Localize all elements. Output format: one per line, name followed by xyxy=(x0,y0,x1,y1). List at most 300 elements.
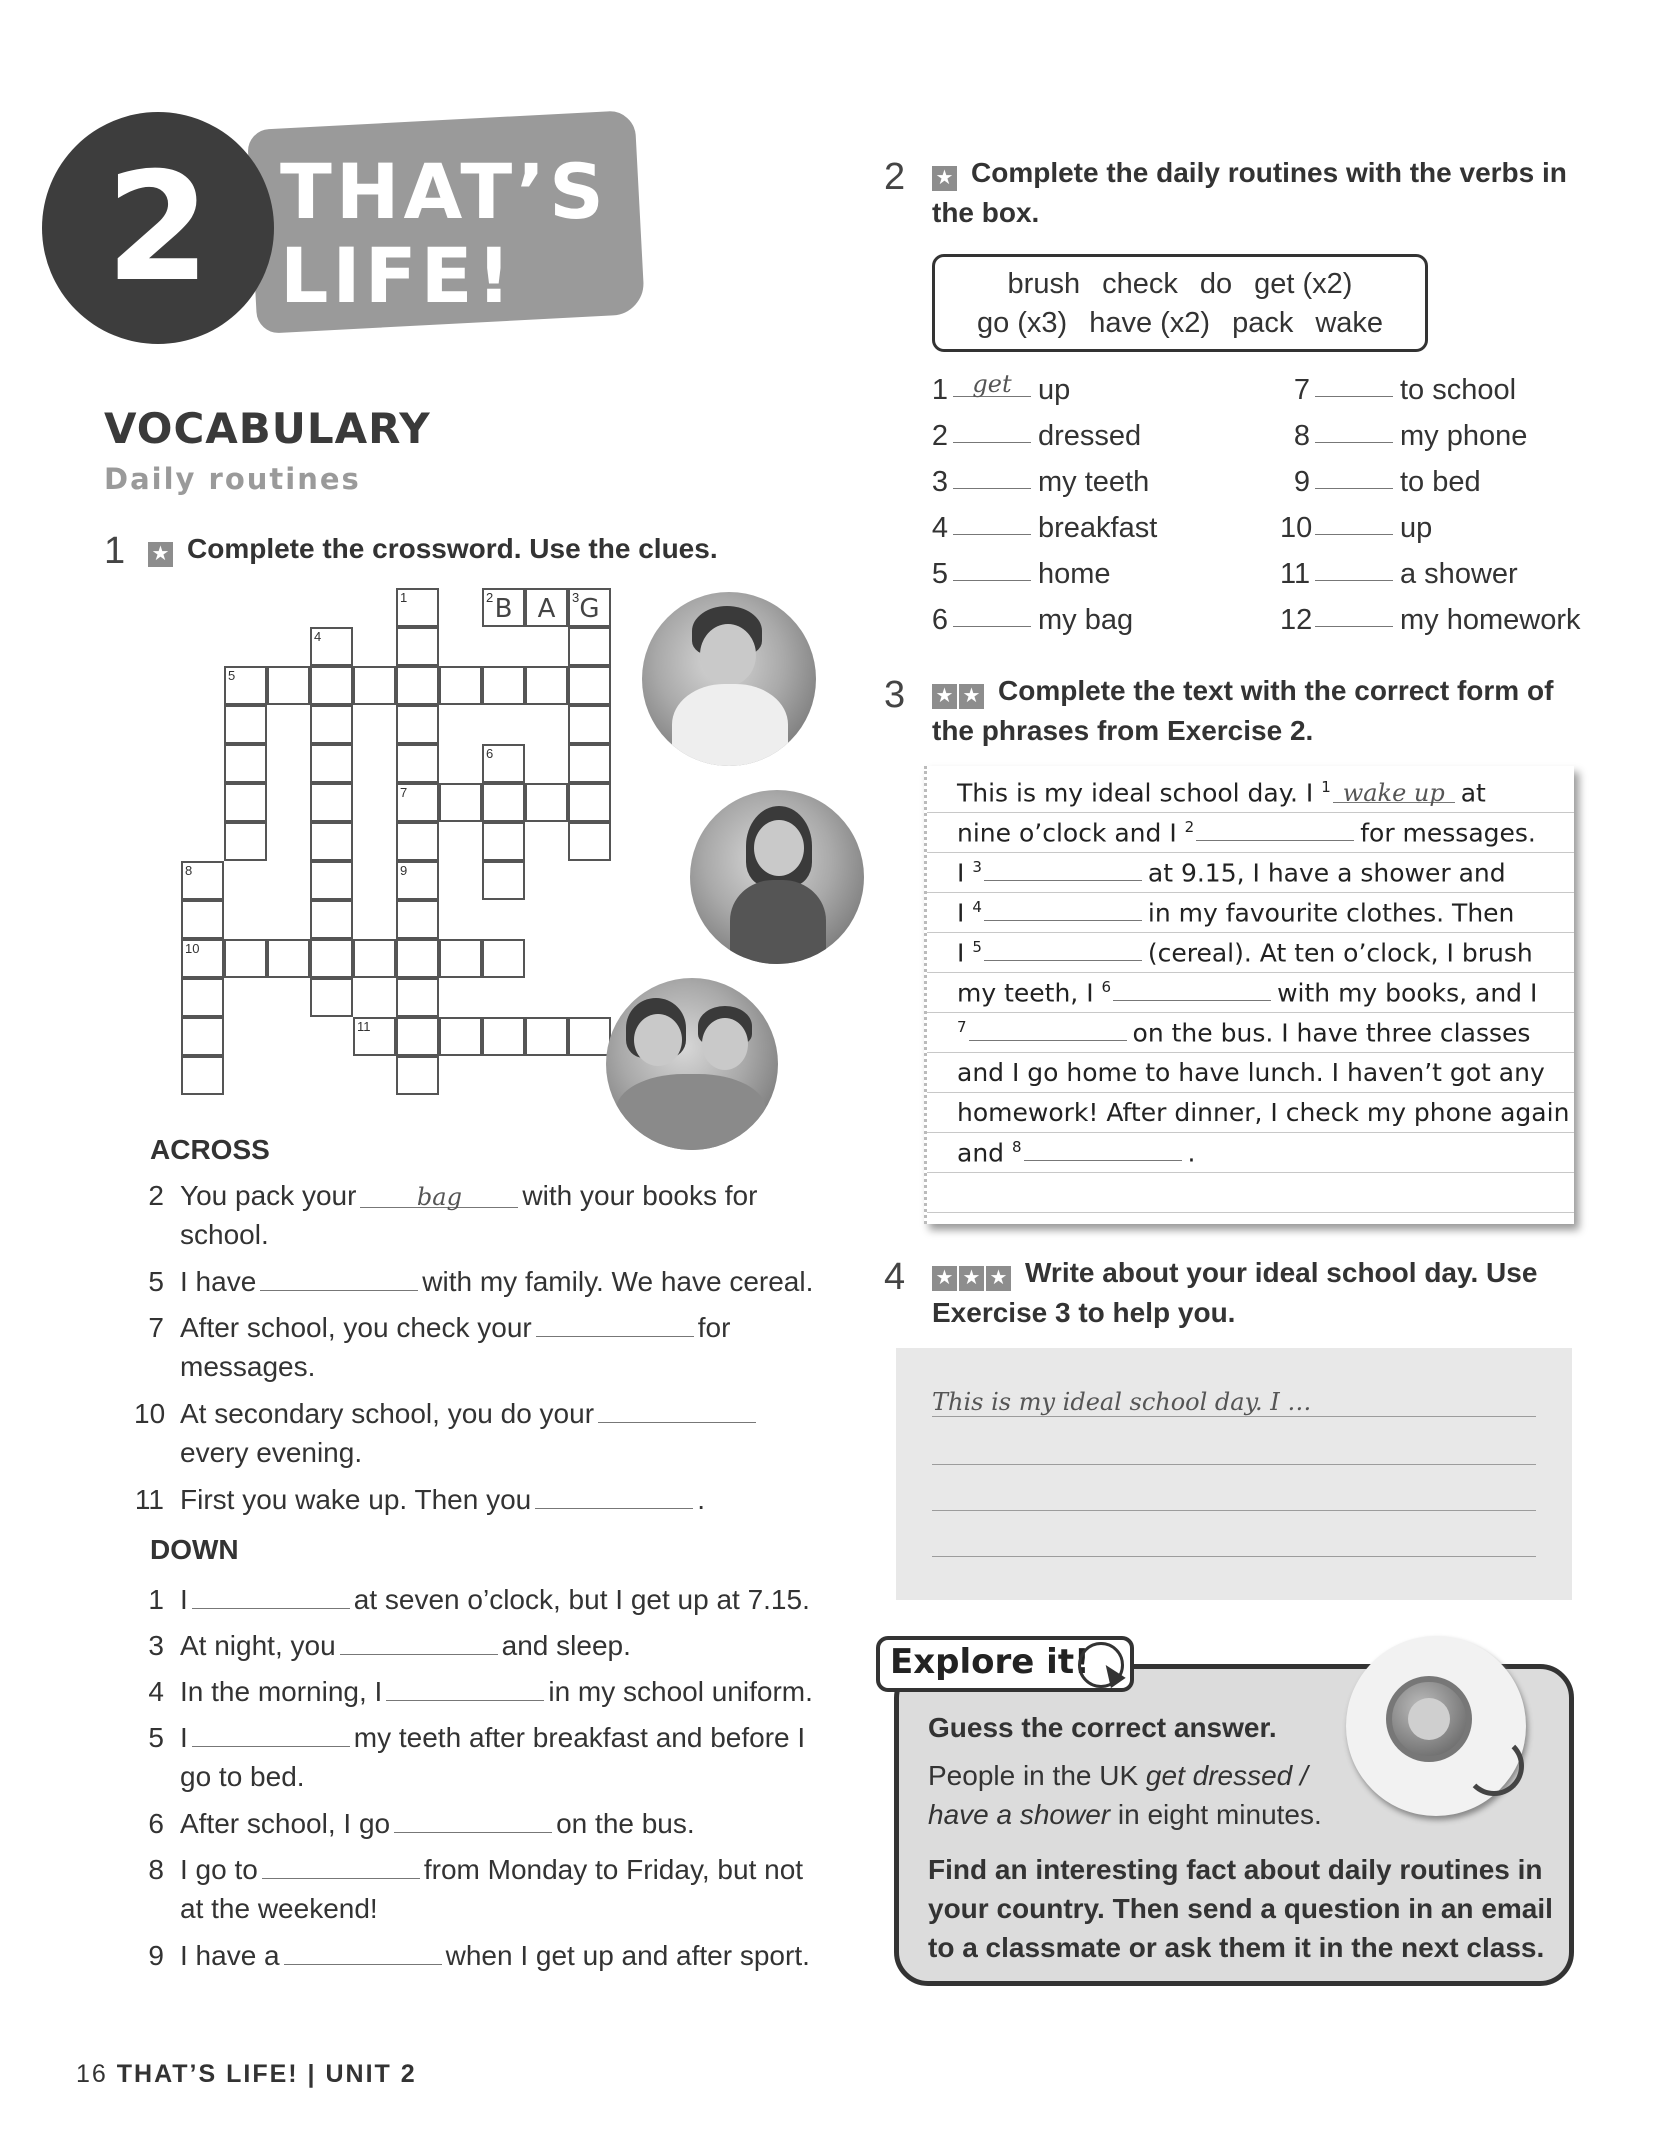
crossword-cell[interactable] xyxy=(525,666,568,705)
routine-number: 4 xyxy=(931,512,948,544)
crossword-cell[interactable] xyxy=(525,588,568,627)
explore-fact-option-1: get dressed / xyxy=(1145,1760,1308,1791)
explore-fact-line1 xyxy=(928,1756,1308,1795)
clue-text-before: First you wake up. Then you xyxy=(180,1484,532,1515)
unit-number: 2 xyxy=(105,141,211,315)
notebook-line xyxy=(957,778,1486,807)
explore-task-line3: to a classmate or ask them it in the next class. xyxy=(928,1932,1545,1963)
crossword-cell[interactable] xyxy=(181,1056,224,1095)
routine-number: 10 xyxy=(1280,512,1313,544)
crossword-cell-number: 10 xyxy=(185,941,200,956)
routine-number: 5 xyxy=(931,558,948,590)
clue-number: 3 xyxy=(148,1630,164,1661)
crossword-cell[interactable] xyxy=(181,900,224,939)
crossword-cell[interactable] xyxy=(482,783,525,822)
clue-text-before: At night, you xyxy=(180,1630,336,1661)
crossword-cell[interactable] xyxy=(224,705,267,744)
clue-number: 6 xyxy=(148,1808,164,1839)
answer-blank[interactable]: bag xyxy=(360,1186,518,1208)
crossword-cell[interactable] xyxy=(396,1056,439,1095)
notebook-line xyxy=(957,1098,1569,1127)
word-box-word: pack xyxy=(1232,307,1294,339)
explore-task-line1: Find an interesting fact about daily routines in xyxy=(928,1854,1543,1885)
crossword-cell[interactable] xyxy=(310,744,353,783)
crossword-cell[interactable] xyxy=(396,627,439,666)
notebook-line xyxy=(957,858,1506,887)
crossword-cell[interactable] xyxy=(482,822,525,861)
across-heading: ACROSS xyxy=(150,1134,270,1165)
explore-task xyxy=(928,1850,1553,1967)
exercise-2-number: 2 xyxy=(884,156,906,198)
answer-blank[interactable] xyxy=(1315,534,1393,535)
crossword-cell[interactable] xyxy=(439,783,482,822)
clue-number: 5 xyxy=(148,1266,164,1297)
clue-number: 2 xyxy=(148,1180,164,1211)
clue-text-after: in my school uniform. xyxy=(548,1676,813,1707)
crossword-cell[interactable] xyxy=(568,705,611,744)
crossword-cell[interactable] xyxy=(310,822,353,861)
clue-text-after: and sleep. xyxy=(501,1630,631,1661)
clue-text-after: on the bus. xyxy=(556,1808,695,1839)
crossword-cell[interactable] xyxy=(224,744,267,783)
exercise-3-instruction-line2: the phrases from Exercise 2. xyxy=(932,715,1314,746)
routine-number: 1 xyxy=(931,374,948,406)
routine-number: 11 xyxy=(1280,558,1311,590)
word-box xyxy=(932,254,1428,352)
crossword-cell-letter: G xyxy=(579,594,600,624)
routine-text: my homework xyxy=(1400,604,1581,636)
answer-blank[interactable] xyxy=(386,1679,544,1701)
word-box-word: brush xyxy=(1007,268,1081,300)
exercise-3-instruction xyxy=(932,672,1553,750)
clue-text-after: for xyxy=(697,1312,731,1343)
answer-blank[interactable] xyxy=(953,488,1031,489)
clue-text-before: You pack your xyxy=(180,1180,357,1211)
clue-number: 1 xyxy=(148,1584,164,1615)
notebook-line xyxy=(957,1018,1530,1047)
ruled-line xyxy=(927,1132,1574,1133)
clue-number: 5 xyxy=(148,1722,164,1753)
exercise-1-instruction-text: Complete the crossword. Use the clues. xyxy=(187,533,718,564)
ruled-line xyxy=(927,932,1574,933)
gap-number: 5 xyxy=(972,938,982,956)
notebook-text-after: . xyxy=(1187,1138,1196,1168)
ruled-line xyxy=(927,1012,1574,1013)
routine-number: 12 xyxy=(1280,604,1313,636)
crossword-cell[interactable] xyxy=(396,666,439,705)
down-heading: DOWN xyxy=(150,1534,239,1565)
gap-number: 1 xyxy=(1321,778,1331,796)
crossword-cell[interactable] xyxy=(482,744,525,783)
exercise-4-instruction-line2: Exercise 3 to help you. xyxy=(932,1297,1236,1328)
notebook-line xyxy=(957,1138,1195,1167)
crossword-cell[interactable] xyxy=(439,666,482,705)
crossword-cell-number: 11 xyxy=(357,1019,371,1034)
routine-number: 6 xyxy=(931,604,948,636)
notebook-text-before: nine o’clock and I xyxy=(957,818,1185,848)
crossword-cell[interactable] xyxy=(396,822,439,861)
clue-text xyxy=(180,1580,810,1619)
exercise-3-number: 3 xyxy=(884,674,906,716)
ruled-line xyxy=(927,1212,1574,1213)
crossword-cell[interactable] xyxy=(181,939,224,978)
clue-number: 11 xyxy=(134,1484,164,1515)
gap-number: 2 xyxy=(1184,818,1195,836)
crossword-cell-letter: A xyxy=(537,594,556,624)
unit-title-line1: THAT’S xyxy=(280,147,608,236)
crossword-cell[interactable] xyxy=(181,861,224,900)
notebook-line xyxy=(957,938,1533,967)
clue-text xyxy=(180,1672,813,1711)
writing-line xyxy=(932,1556,1536,1557)
clue-number: 4 xyxy=(148,1676,164,1707)
crossword-cell[interactable] xyxy=(310,861,353,900)
crossword-cell[interactable] xyxy=(525,783,568,822)
notebook-text-before: This is my ideal school day. I xyxy=(957,778,1322,808)
crossword-cell[interactable] xyxy=(439,1017,482,1056)
star-icon: ★ xyxy=(986,1266,1011,1291)
explore-task-line2: your country. Then send a question in an email xyxy=(928,1893,1553,1924)
crossword-cell[interactable] xyxy=(396,1017,439,1056)
clue-text-before: I xyxy=(180,1722,188,1753)
clue-text xyxy=(180,1718,805,1757)
word-box-word: do xyxy=(1199,268,1233,300)
section-title: VOCABULARY xyxy=(104,404,431,453)
notebook-line xyxy=(957,978,1537,1007)
stopwatch-cord xyxy=(1464,1736,1524,1796)
clue-text-after: from Monday to Friday, but not xyxy=(423,1854,804,1885)
clue-text-before: At secondary school, you do your xyxy=(180,1398,595,1429)
routine-text: breakfast xyxy=(1038,512,1158,544)
crossword-cell[interactable] xyxy=(439,939,482,978)
routine-text: to bed xyxy=(1400,466,1481,498)
explore-fact-line2 xyxy=(928,1795,1322,1834)
routine-text: dressed xyxy=(1038,420,1142,452)
routine-number: 2 xyxy=(931,420,948,452)
crossword-cell[interactable] xyxy=(396,900,439,939)
clue-number: 8 xyxy=(148,1854,164,1885)
answer-blank[interactable] xyxy=(1315,488,1393,489)
clue-text-after: when I get up and after sport. xyxy=(445,1940,810,1971)
ruled-line xyxy=(927,852,1574,853)
notebook-text-after: in my favourite clothes. Then xyxy=(1147,898,1515,928)
ruled-line xyxy=(927,972,1574,973)
answer-blank[interactable] xyxy=(1196,821,1354,841)
routine-text: home xyxy=(1038,558,1111,590)
page-footer xyxy=(76,2060,417,2089)
writing-line xyxy=(932,1464,1536,1465)
crossword-cell[interactable] xyxy=(181,1017,224,1056)
routine-text: a shower xyxy=(1400,558,1518,590)
word-box-word: check xyxy=(1102,268,1178,300)
crossword-cell[interactable] xyxy=(353,666,396,705)
answer-blank[interactable] xyxy=(394,1811,552,1833)
crossword-cell[interactable] xyxy=(396,978,439,1017)
routine-text: to school xyxy=(1400,374,1517,406)
exercise-3-instruction-line1: Complete the text with the correct form of xyxy=(998,675,1554,706)
crossword-cell[interactable] xyxy=(396,588,439,627)
clue-text xyxy=(180,1480,705,1519)
routine-text: up xyxy=(1038,374,1071,406)
word-box-word: go (x3) xyxy=(976,307,1068,339)
crossword-cell[interactable] xyxy=(396,705,439,744)
clue-text-before: In the morning, I xyxy=(180,1676,383,1707)
crossword-cell-number: 2 xyxy=(486,590,494,605)
notebook-line xyxy=(957,818,1536,847)
writing-area[interactable] xyxy=(896,1348,1572,1600)
clue-text xyxy=(180,1394,760,1433)
notebook-line xyxy=(957,898,1514,927)
notebook-text-before: I xyxy=(957,938,973,968)
exercise-4-instruction-line1: Write about your ideal school day. Use xyxy=(1025,1257,1538,1288)
explore-it-title: Explore it! xyxy=(890,1642,1090,1682)
crossword-cell[interactable] xyxy=(396,783,439,822)
answer-blank[interactable] xyxy=(192,1587,350,1609)
explore-question: Guess the correct answer. xyxy=(928,1712,1277,1743)
unit-title-line2: LIFE! xyxy=(280,231,516,320)
routine-text: my phone xyxy=(1400,420,1528,452)
clue-text-line2: messages. xyxy=(180,1351,316,1382)
writing-line xyxy=(932,1510,1536,1511)
notebook-text-before: and xyxy=(957,1138,1012,1168)
explore-fact-text: People in the UK xyxy=(928,1760,1146,1791)
notebook-text-after: at xyxy=(1460,778,1486,808)
crossword-cell[interactable] xyxy=(396,861,439,900)
clue-text-line2: school. xyxy=(180,1219,269,1250)
crossword-cell[interactable] xyxy=(267,666,310,705)
crossword-cell[interactable] xyxy=(310,900,353,939)
star-icon: ★ xyxy=(959,1266,984,1291)
answer-blank[interactable] xyxy=(192,1725,350,1747)
notebook-text-before: and I go home to have lunch. I haven’t got any xyxy=(957,1058,1545,1087)
answer-blank[interactable] xyxy=(1024,1141,1182,1161)
handwritten-answer: get xyxy=(972,370,1012,398)
star-icon: ★ xyxy=(959,684,984,709)
crossword-cell[interactable] xyxy=(482,939,525,978)
answer-blank[interactable] xyxy=(1315,626,1393,627)
clue-text xyxy=(180,1308,730,1347)
explore-fact-text: in eight minutes. xyxy=(1110,1799,1322,1830)
clue-text-before: I xyxy=(180,1584,188,1615)
clue-text xyxy=(180,1626,631,1665)
crossword-cell[interactable] xyxy=(525,1017,568,1056)
star-icon: ★ xyxy=(932,684,957,709)
exercise-4-instruction xyxy=(932,1254,1537,1332)
clue-text xyxy=(180,1804,695,1843)
difficulty-stars xyxy=(932,156,959,194)
page-number: 16 xyxy=(76,2060,108,2088)
notebook-text-before: homework! After dinner, I check my phone again xyxy=(957,1098,1570,1127)
clue-text-before: I go to xyxy=(180,1854,258,1885)
crossword-cell[interactable] xyxy=(482,861,525,900)
answer-blank[interactable]: wake up xyxy=(1333,783,1455,803)
routine-text: up xyxy=(1400,512,1433,544)
crossword-cell[interactable] xyxy=(568,627,611,666)
answer-blank[interactable] xyxy=(1315,580,1393,581)
crossword-cell[interactable] xyxy=(482,666,525,705)
crossword-cell-number: 4 xyxy=(314,629,322,644)
crossword-cell[interactable] xyxy=(568,744,611,783)
crossword-cell-number: 9 xyxy=(400,863,408,878)
crossword-cell[interactable] xyxy=(310,666,353,705)
crossword-cell[interactable] xyxy=(353,1017,396,1056)
crossword-cell-number: 8 xyxy=(185,863,193,878)
section-subtitle: Daily routines xyxy=(104,462,361,496)
crossword-cell-number: 6 xyxy=(486,746,494,761)
word-box-word: get (x2) xyxy=(1254,268,1353,300)
answer-blank[interactable] xyxy=(284,1943,442,1965)
answer-blank[interactable] xyxy=(953,580,1031,581)
gap-number: 8 xyxy=(1011,1138,1022,1156)
crossword-cell-number: 3 xyxy=(572,590,580,605)
notebook-text-before: I xyxy=(957,898,973,928)
clue-text-line2: go to bed. xyxy=(180,1761,305,1792)
word-box-row2 xyxy=(935,304,1425,343)
notebook-text-before: I xyxy=(957,858,973,888)
notebook-text-after: with my books, and I xyxy=(1277,978,1538,1008)
pointer-click-icon xyxy=(1078,1642,1124,1688)
gap-number: 3 xyxy=(972,858,982,876)
routine-text: my bag xyxy=(1038,604,1134,636)
word-box-word: wake xyxy=(1315,307,1384,339)
routine-number: 3 xyxy=(931,466,948,498)
clue-text-before: I have a xyxy=(180,1940,280,1971)
notebook-text-after: on the bus. I have three classes xyxy=(1132,1018,1531,1048)
exercise-1-instruction xyxy=(148,530,718,570)
crossword-cell[interactable] xyxy=(310,705,353,744)
difficulty-stars xyxy=(932,1256,1013,1294)
crossword-cell-number: 7 xyxy=(400,785,408,800)
crossword-cell[interactable] xyxy=(568,1017,611,1056)
crossword-cell-letter: B xyxy=(494,594,513,624)
clue-text-line2: at the weekend! xyxy=(180,1893,378,1924)
answer-blank[interactable] xyxy=(1315,442,1393,443)
ruled-line xyxy=(927,892,1574,893)
ruled-line xyxy=(927,1092,1574,1093)
crossword-cell[interactable] xyxy=(482,1017,525,1056)
answer-blank[interactable] xyxy=(535,1487,693,1509)
answer-blank[interactable] xyxy=(536,1315,694,1337)
clue-text-after: with my family. We have cereal. xyxy=(422,1266,814,1297)
crossword-cell[interactable] xyxy=(310,978,353,1017)
crossword-cell[interactable] xyxy=(310,783,353,822)
footer-unit-title: THAT’S LIFE! | UNIT 2 xyxy=(116,2060,417,2088)
word-box-row1 xyxy=(935,265,1425,304)
ruled-line xyxy=(927,812,1574,813)
exercise-2-instruction-line1: Complete the daily routines with the verbs in xyxy=(971,157,1567,188)
crossword-cell[interactable] xyxy=(224,783,267,822)
gap-number: 7 xyxy=(957,1018,967,1036)
answer-blank[interactable] xyxy=(1113,981,1271,1001)
answer-blank[interactable] xyxy=(953,626,1031,627)
notebook-text-before: my teeth, I xyxy=(957,978,1102,1008)
exercise-1-number: 1 xyxy=(104,530,126,572)
clue-text-after: at seven o’clock, but I get up at 7.15. xyxy=(353,1584,810,1615)
routine-text: my teeth xyxy=(1038,466,1150,498)
notebook-text xyxy=(924,766,1574,1224)
clue-text-before: After school, you check your xyxy=(180,1312,532,1343)
difficulty-stars xyxy=(932,674,986,712)
crossword-cell[interactable] xyxy=(267,939,310,978)
notebook-line xyxy=(957,1058,1545,1087)
unit-title xyxy=(280,147,608,320)
clue-text xyxy=(180,1176,757,1215)
exercise-2-instruction xyxy=(932,154,1567,232)
crossword-cell-number: 5 xyxy=(228,668,236,683)
clue-text xyxy=(180,1936,810,1975)
crossword-cell[interactable] xyxy=(353,939,396,978)
crossword-cell[interactable] xyxy=(224,666,267,705)
answer-blank[interactable] xyxy=(984,941,1142,961)
crossword-cell[interactable] xyxy=(568,588,611,627)
photo-family-breakfast xyxy=(606,978,778,1150)
stopwatch-face xyxy=(1408,1698,1450,1740)
clue-text-line2: every evening. xyxy=(180,1437,363,1468)
crossword-cell[interactable] xyxy=(181,978,224,1017)
exercise-2-instruction-line2: the box. xyxy=(932,197,1040,228)
photo-boy-with-phone xyxy=(642,592,816,766)
answer-blank[interactable] xyxy=(953,534,1031,535)
crossword-cell[interactable] xyxy=(568,783,611,822)
answer-blank[interactable] xyxy=(262,1857,420,1879)
crossword-cell[interactable] xyxy=(224,939,267,978)
crossword-cell-number: 1 xyxy=(400,590,408,605)
notebook-text-after: (cereal). At ten o’clock, I brush xyxy=(1147,938,1533,968)
notebook-text-after: for messages. xyxy=(1360,818,1536,848)
crossword-cell[interactable] xyxy=(396,939,439,978)
crossword-cell[interactable] xyxy=(568,822,611,861)
gap-number: 6 xyxy=(1101,978,1112,996)
ruled-line xyxy=(927,1172,1574,1173)
star-icon: ★ xyxy=(148,542,173,567)
clue-text-before: I have xyxy=(180,1266,257,1297)
clue-number: 7 xyxy=(148,1312,164,1343)
answer-blank[interactable] xyxy=(984,901,1142,921)
stopwatch-image xyxy=(1346,1636,1526,1816)
answer-blank[interactable] xyxy=(1315,396,1393,397)
clue-number: 10 xyxy=(134,1398,166,1429)
explore-fact-option-2: have a shower xyxy=(928,1799,1111,1830)
answer-blank[interactable] xyxy=(598,1401,756,1423)
clue-text-after: with your books for xyxy=(522,1180,758,1211)
answer-blank[interactable] xyxy=(984,861,1142,881)
writing-starter: This is my ideal school day. I … xyxy=(932,1388,1312,1416)
crossword-cell[interactable] xyxy=(568,666,611,705)
crossword-cell[interactable] xyxy=(482,588,525,627)
word-box-word: have (x2) xyxy=(1089,307,1211,339)
crossword-cell[interactable] xyxy=(224,822,267,861)
crossword-cell[interactable] xyxy=(396,744,439,783)
exercise-4-number: 4 xyxy=(884,1256,906,1298)
photo-girl-getting-dressed xyxy=(690,790,864,964)
difficulty-stars xyxy=(148,532,175,570)
routine-number: 9 xyxy=(1293,466,1310,498)
star-icon: ★ xyxy=(932,166,957,191)
clue-text xyxy=(180,1850,803,1889)
answer-blank[interactable] xyxy=(953,442,1031,443)
crossword-cell[interactable] xyxy=(310,627,353,666)
routine-number: 7 xyxy=(1293,374,1310,406)
clue-text-after: my teeth after breakfast and before I xyxy=(353,1722,806,1753)
answer-blank[interactable] xyxy=(260,1269,418,1291)
gap-number: 4 xyxy=(972,898,982,916)
crossword-cell[interactable] xyxy=(310,939,353,978)
answer-blank[interactable] xyxy=(340,1633,498,1655)
clue-text-after: . xyxy=(697,1484,705,1515)
routine-number: 8 xyxy=(1293,420,1310,452)
ruled-line xyxy=(927,1052,1574,1053)
answer-blank[interactable] xyxy=(969,1021,1127,1041)
